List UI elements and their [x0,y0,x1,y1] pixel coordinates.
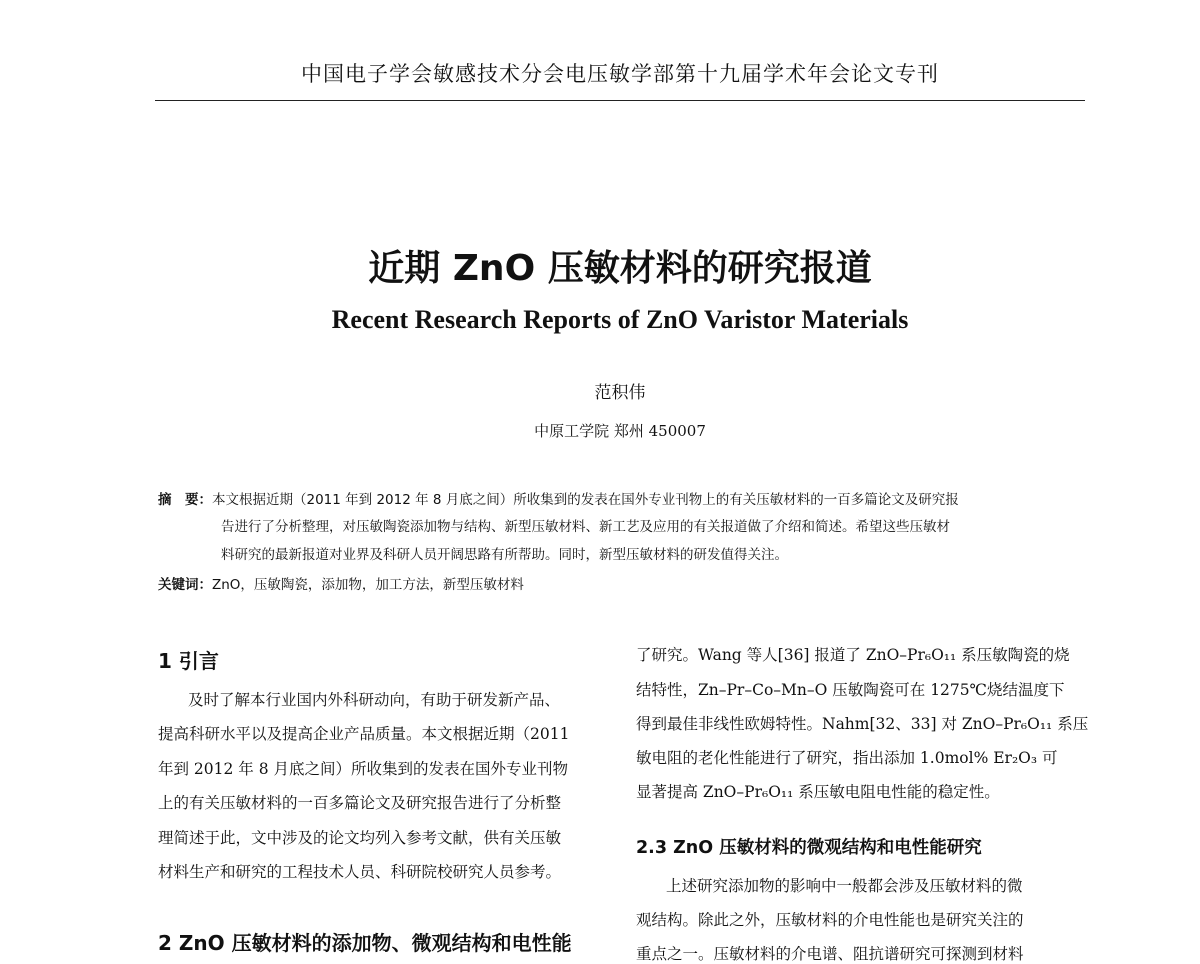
subsection-line-1: 上述研究添加物的影响中一般都会涉及压敏材料的微 [666,877,1023,895]
keywords-text: ZnO，压敏陶瓷，添加物，加工方法，新型压敏材料 [212,577,524,593]
abstract-line-2: 告进行了分析整理，对压敏陶瓷添加物与结构、新型压敏材料、新工艺及应用的有关报道做了介绍和简述。希望这些压敏材 [221,519,950,535]
section-2-title: 2 ZnO 压敏材料的添加物、微观结构和电性能 [158,931,572,955]
title-english: Recent Research Reports of ZnO Varistor Materials [331,305,909,334]
header-divider [155,100,1085,101]
section-1-line-6: 材料生产和研究的工程技术人员、科研院校研究人员参考。 [158,863,562,881]
abstract-text: 本文根据近期（2011 年到 2012 年 8 月底之间）所收集到的发表在国外专业刊物上的有关压敏材料的一百多篇论文及研究报 [212,492,959,508]
section-1-line-1: 及时了解本行业国内外科研动向，有助于研发新产品、 [188,691,561,709]
section-1-line-2: 提高科研水平以及提高企业产品质量。本文根据近期（2011 [158,725,570,743]
right-line-2: 结特性，Zn–Pr–Co–Mn–O 压敏陶瓷可在 1275℃烧结温度下 [636,681,1065,699]
author-name: 范积伟 [594,383,646,403]
keywords-label: 关键词： [158,577,212,593]
section-1-line-5: 理简述于此，文中涉及的论文均列入参考文献，供有关压敏 [158,829,562,847]
subsection-line-3: 重点之一。压敏材料的介电谱、阻抗谱研究可探测到材料 [636,945,1024,963]
author-affiliation: 中原工学院 郑州 450007 [534,422,706,440]
right-line-1: 了研究。Wang 等人[36] 报道了 ZnO–Pr₆O₁₁ 系压敏陶瓷的烧 [636,646,1070,664]
keywords-line [158,573,524,593]
abstract-line-1 [158,488,959,508]
right-line-5: 显著提高 ZnO–Pr₆O₁₁ 系压敏电阻电性能的稳定性。 [636,783,1000,801]
abstract-line-3: 料研究的最新报道对业界及科研人员开阔思路有所帮助。同时，新型压敏材料的研发值得关注。 [221,547,788,563]
right-line-4: 敏电阻的老化性能进行了研究，指出添加 1.0mol% Er₂O₃ 可 [636,749,1058,767]
section-1-line-4: 上的有关压敏材料的一百多篇论文及研究报告进行了分析整 [158,794,562,812]
title-chinese: 近期 ZnO 压敏材料的研究报道 [368,248,872,289]
journal-header: 中国电子学会敏感技术分会电压敏学部第十九届学术年会论文专刊 [301,62,939,86]
subsection-2-3-title: 2.3 ZnO 压敏材料的微观结构和电性能研究 [636,838,982,858]
subsection-line-2: 观结构。除此之外，压敏材料的介电性能也是研究关注的 [636,911,1024,929]
section-1-line-3: 年到 2012 年 8 月底之间）所收集到的发表在国外专业刊物 [158,760,569,778]
section-1-title: 1 引言 [158,649,219,673]
right-line-3: 得到最佳非线性欧姆特性。Nahm[32、33] 对 ZnO–Pr₆O₁₁ 系压 [636,715,1089,733]
abstract-label: 摘 要： [158,492,212,508]
